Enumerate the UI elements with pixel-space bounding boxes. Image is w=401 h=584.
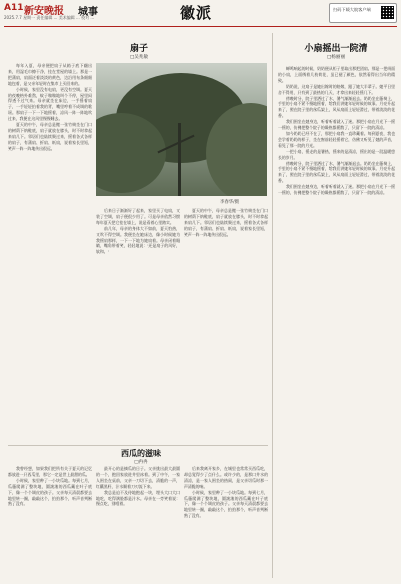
paragraph: 我曾经想，如果我们把所有关于夏天的记忆都放进一只西瓜里，那它一定是世上最甜的瓜。 [8, 466, 92, 477]
paragraph: 小时候，家里种了一小块瓜地。每到七月，瓜藤爬满了整块地，圆滚滚的西瓜藏在叶子底下，像一个个调皮的孩子。父亲每天清晨都要去地里转一圈，敲敲这个，拍拍那个，听声音判断熟了没有。 [184, 489, 268, 519]
qr-code-icon [381, 6, 394, 19]
section-name: 城事 [78, 7, 98, 18]
paragraph: 小时候，家里没有电扇，更没有空调。夏天的夜晚格外难熬，蚊子嗡嗡地叫个不停，屋里闷得透不过气来。母亲就坐在床边，一手摇着扇子，一手轻轻拍着我的背，嘴里哼着不成调的歌谣。那扇子一下一下地摇着，凉风一阵一阵地吹过来，我便在这风里慢慢睡去。 [8, 86, 92, 122]
paragraph: 我们围坐在她身边，听着听着就入了迷。那把小扇在月光下一摇一摇的，仿佛把整个院子的燥热都摇散了，只留下一院的清凉。 [278, 119, 395, 131]
article-body-fan-col1 [8, 63, 92, 441]
paragraph: 夏天的中午，母亲总是搬一张竹椅坐在门口的树荫下纳鞋底，扇子就放在膝头，时不时拿起来扇几下。邻居们也陆续聚过来，摇着各式各样的扇子，有蒲扇、折扇、纸扇，说着家长里短，笑声一阵一阵地传出很远。 [184, 208, 268, 237]
paragraph: 后来我离开家乡，在城里也常常买西瓜吃，却总觉得少了点什么。或许少的，是那口井水的清凉，是一家人围坐的热闹，是父亲切瓜时那一声清脆的响。 [184, 466, 268, 489]
paragraph: 每年入夏，母亲便把扇子从箱子底下翻出来，用湿毛巾擦干净，挂在堂屋的墙上。那是一把蒲扇，扇面泛着淡淡的黄色，边沿用布条细细地包着，是父亲年轻时在集市上买回来的。 [8, 63, 92, 86]
paragraph: 小时候，家里种了一小块瓜地。每到七月，瓜藤爬满了整块地，圆滚滚的西瓜藏在叶子底下，像一个个调皮的孩子。父亲每天清晨都要去地里转一圈，敲敲这个，拍拍那个，听声音判断熟了没有。 [8, 477, 92, 507]
section-divider [8, 445, 268, 446]
paragraph: 如今奶奶已经不在了，那把小扇我一直珍藏着。每到夏夜，我也会学着奶奶的样子，坐在窗前轻轻摇着它，仿佛又听见了她的声音，看见了那一院的月光。 [278, 130, 395, 148]
article-body-fan-col2 [96, 208, 180, 441]
paragraph: 奶奶说，这扇子是她出嫁时的陪嫁，跟了她大半辈子。她平日里舍不得用，只有到了最热的几天，才拿出来轻轻摇几下。 [278, 83, 395, 95]
paper-name: 新安晚报 [24, 6, 64, 17]
header-rule [4, 26, 397, 27]
article-byline-small-fan: □杨丽丽 [326, 55, 346, 60]
qr-promo [329, 3, 397, 23]
paragraph: 傍晚时分，院子里洒过了水，暑气渐渐退去。奶奶坐在藤椅上，手里的小扇不紧不慢地摇着，给我们讲她年轻时候的故事。月亮升起来了，照在院子里的丝瓜架上，风从扇面上轻轻滑过，带着淡淡的花香。 [278, 95, 395, 119]
article-body-watermelon-col2 [96, 466, 180, 578]
page-code: A11 [4, 3, 24, 13]
paragraph: 最开心的是摘瓜的日子。父亲挑出最大最圆的一个，抱回家放进井里冰着。到了中午，一家人围坐在桌前，父亲一刀切下去，清脆的一声，红瓤黑籽，汁水顺着刀刃流下来。 [96, 466, 180, 489]
article-title-watermelon: 西瓜的滋味 [121, 449, 161, 458]
paragraph: 一把小扇，摇走的是暑热，摇来的是清凉，摇出的是一段温暖悠长的岁月。 [278, 148, 395, 160]
paragraph: 后来日子渐渐好了起来，家里买了电扇，又装了空调，扇子便很少用了。可是母亲依然习惯每年夏天把它挂在墙上，说是看着心里踏实。 [96, 208, 180, 225]
column-divider [272, 33, 273, 578]
page-header [4, 3, 397, 25]
column-logo: 徽派 [180, 4, 213, 22]
paragraph: 傍晚时分，院子里洒过了水，暑气渐渐退去。奶奶坐在藤椅上，手里的小扇不紧不慢地摇着，给我们讲她年轻时候的故事。月亮升起来了，照在院子里的丝瓜架上，风从扇面上轻轻滑过，带着淡淡的花香。 [278, 160, 395, 184]
paragraph: 夏天的中午，母亲总是搬一张竹椅坐在门口的树荫下纳鞋底，扇子就放在膝头，时不时拿起来扇几下。邻居们也陆续聚过来，摇着各式各样的扇子，有蒲扇、折扇、纸扇，说着家长里短，笑声一阵一阵地传出很远。 [8, 122, 92, 151]
article-body-fan-col3 [184, 208, 268, 441]
paragraph: 我总是迫不及待地抱起一块，埋头大口大口地吃，吃得满脸都是汁水。母亲在一旁笑着说：慢点吃，别噎着。 [96, 489, 180, 507]
article-title-fan: 扇子 [129, 44, 148, 54]
qr-label: 扫码下载大皖客户端 [333, 7, 371, 12]
paragraph: 我们围坐在她身边，听着听着就入了迷。那把小扇在月光下一摇一摇的，仿佛把整个院子的燥热都摇散了，只留下一院的清凉。 [278, 184, 395, 196]
paragraph: 前几年，母亲的身体大不如前，夏天怕热，又吹不得空调。我便坐在她床边，像小时候她为我摇扇那样，一下一下地为她扇着。母亲闭着眼睛，嘴角带着笑，轻轻地说：'还是扇子的风好，软和。' [96, 225, 180, 255]
article-byline-fan: □吴兆敏 [129, 55, 149, 60]
article-body-small-fan [278, 66, 395, 578]
photo-tree [96, 63, 267, 196]
article-body-watermelon-col3 [184, 466, 268, 578]
paragraph: 蝉鸣响起的时候，奶奶便从柜子里取出那把团扇。那是一把绢面的小扇，上面绣着几枝荷花，虽已褪了颜色，依然看得出当年的精致。 [278, 66, 395, 83]
issue-meta: 2025.7.7 星期一 责任编辑 ... 美术编辑 ... 校对 ... [4, 15, 95, 20]
article-body-watermelon-col1 [8, 466, 92, 578]
article-byline-watermelon: □冉冉 [134, 460, 148, 465]
photo-caption: 李春华/摄 [220, 200, 240, 205]
article-title-small-fan: 小扇摇出一院清 [304, 44, 368, 54]
